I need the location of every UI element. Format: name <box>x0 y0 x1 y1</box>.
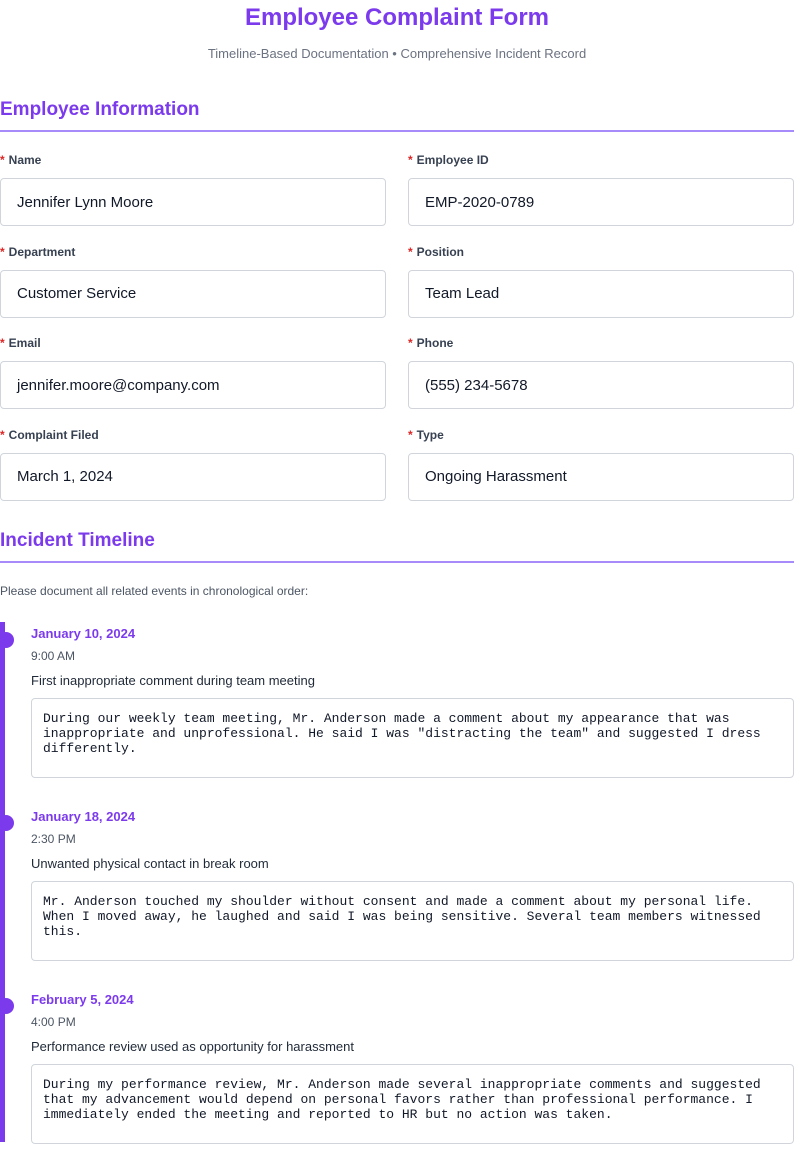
event-time: 9:00 AM <box>31 649 76 663</box>
section-title-employee-information: Employee Information <box>0 99 794 132</box>
email-label <box>0 335 386 353</box>
department-label-text: Department <box>8 244 76 259</box>
phone-field <box>408 335 794 427</box>
phone-input[interactable]: (555) 234-5678 <box>408 361 794 409</box>
required-marker: * <box>0 244 5 259</box>
complaint-filed-field <box>0 427 386 519</box>
phone-label-text: Phone <box>416 336 454 350</box>
section-title-incident-timeline: Incident Timeline <box>0 530 794 563</box>
name-label-text: Name <box>8 153 42 167</box>
event-summary: Unwanted physical contact in break room <box>31 856 269 871</box>
field-row <box>0 335 794 427</box>
employee-information-section <box>0 99 794 132</box>
incident-timeline <box>0 622 794 1171</box>
event-summary: Performance review used as opportunity for harassment <box>31 1039 354 1054</box>
required-marker: * <box>0 336 5 350</box>
timeline-dot-icon <box>0 632 14 648</box>
field-row <box>0 427 794 519</box>
timeline-event <box>0 805 794 988</box>
department-input[interactable]: Customer Service <box>0 270 386 318</box>
field-row <box>0 152 794 244</box>
name-field <box>0 152 386 244</box>
employee-fields-grid <box>0 152 794 518</box>
event-time: 2:30 PM <box>31 832 76 846</box>
employee-id-input[interactable]: EMP-2020-0789 <box>408 178 794 226</box>
required-marker: * <box>408 153 413 167</box>
complaint-type-label <box>408 427 794 445</box>
complaint-filed-label-text: Complaint Filed <box>8 427 99 442</box>
event-summary: First inappropriate comment during team meeting <box>31 673 315 688</box>
event-details-textarea[interactable]: Mr. Anderson touched my shoulder without consent and made a comment about my personal life. When I moved away, he laughed and said I was being sensitive. Several team members witnessed this. <box>31 881 794 961</box>
event-time: 4:00 PM <box>31 1015 76 1029</box>
required-marker: * <box>0 153 5 167</box>
form-header <box>0 0 794 62</box>
employee-id-label <box>408 152 794 170</box>
position-label-text: Position <box>416 244 465 259</box>
timeline-dot-icon <box>0 998 14 1014</box>
complaint-type-input[interactable]: Ongoing Harassment <box>408 453 794 501</box>
event-date: January 10, 2024 <box>31 626 136 641</box>
email-label-text: Email <box>8 336 41 350</box>
required-marker: * <box>408 427 413 442</box>
page-title: Employee Complaint Form <box>244 4 550 31</box>
timeline-dot-icon <box>0 815 14 831</box>
phone-label <box>408 335 794 353</box>
incident-timeline-section <box>0 530 794 563</box>
department-label <box>0 244 386 262</box>
event-date: January 18, 2024 <box>31 809 136 824</box>
event-details-textarea[interactable]: During my performance review, Mr. Anderson made several inappropriate comments and suggested that my advancement would depend on personal favors rather than professional performance. I immediately ended the meeting and reported to HR but no action was taken. <box>31 1064 794 1144</box>
complaint-filed-input[interactable]: March 1, 2024 <box>0 453 386 501</box>
position-input[interactable]: Team Lead <box>408 270 794 318</box>
event-date: February 5, 2024 <box>31 992 134 1007</box>
position-field <box>408 244 794 336</box>
required-marker: * <box>0 427 5 442</box>
name-label <box>0 152 386 170</box>
email-field <box>0 335 386 427</box>
required-marker: * <box>408 244 413 259</box>
name-input[interactable]: Jennifer Lynn Moore <box>0 178 386 226</box>
employee-id-field <box>408 152 794 244</box>
timeline-event <box>0 988 794 1171</box>
field-row <box>0 244 794 336</box>
complaint-type-label-text: Type <box>416 427 444 442</box>
event-details-textarea[interactable]: During our weekly team meeting, Mr. Anderson made a comment about my appearance that was inappropriate and unprofessional. He said I was "distracting the team" and suggested I dress differently. <box>31 698 794 778</box>
timeline-instructions: Please document all related events in chronological order: <box>0 584 309 598</box>
employee-id-label-text: Employee ID <box>416 153 489 167</box>
timeline-event <box>0 622 794 805</box>
required-marker: * <box>408 336 413 350</box>
complaint-type-field <box>408 427 794 519</box>
department-field <box>0 244 386 336</box>
email-input[interactable]: jennifer.moore@company.com <box>0 361 386 409</box>
position-label <box>408 244 794 262</box>
page-subtitle: Timeline-Based Documentation • Comprehensive Incident Record <box>207 46 587 61</box>
complaint-filed-label <box>0 427 386 445</box>
